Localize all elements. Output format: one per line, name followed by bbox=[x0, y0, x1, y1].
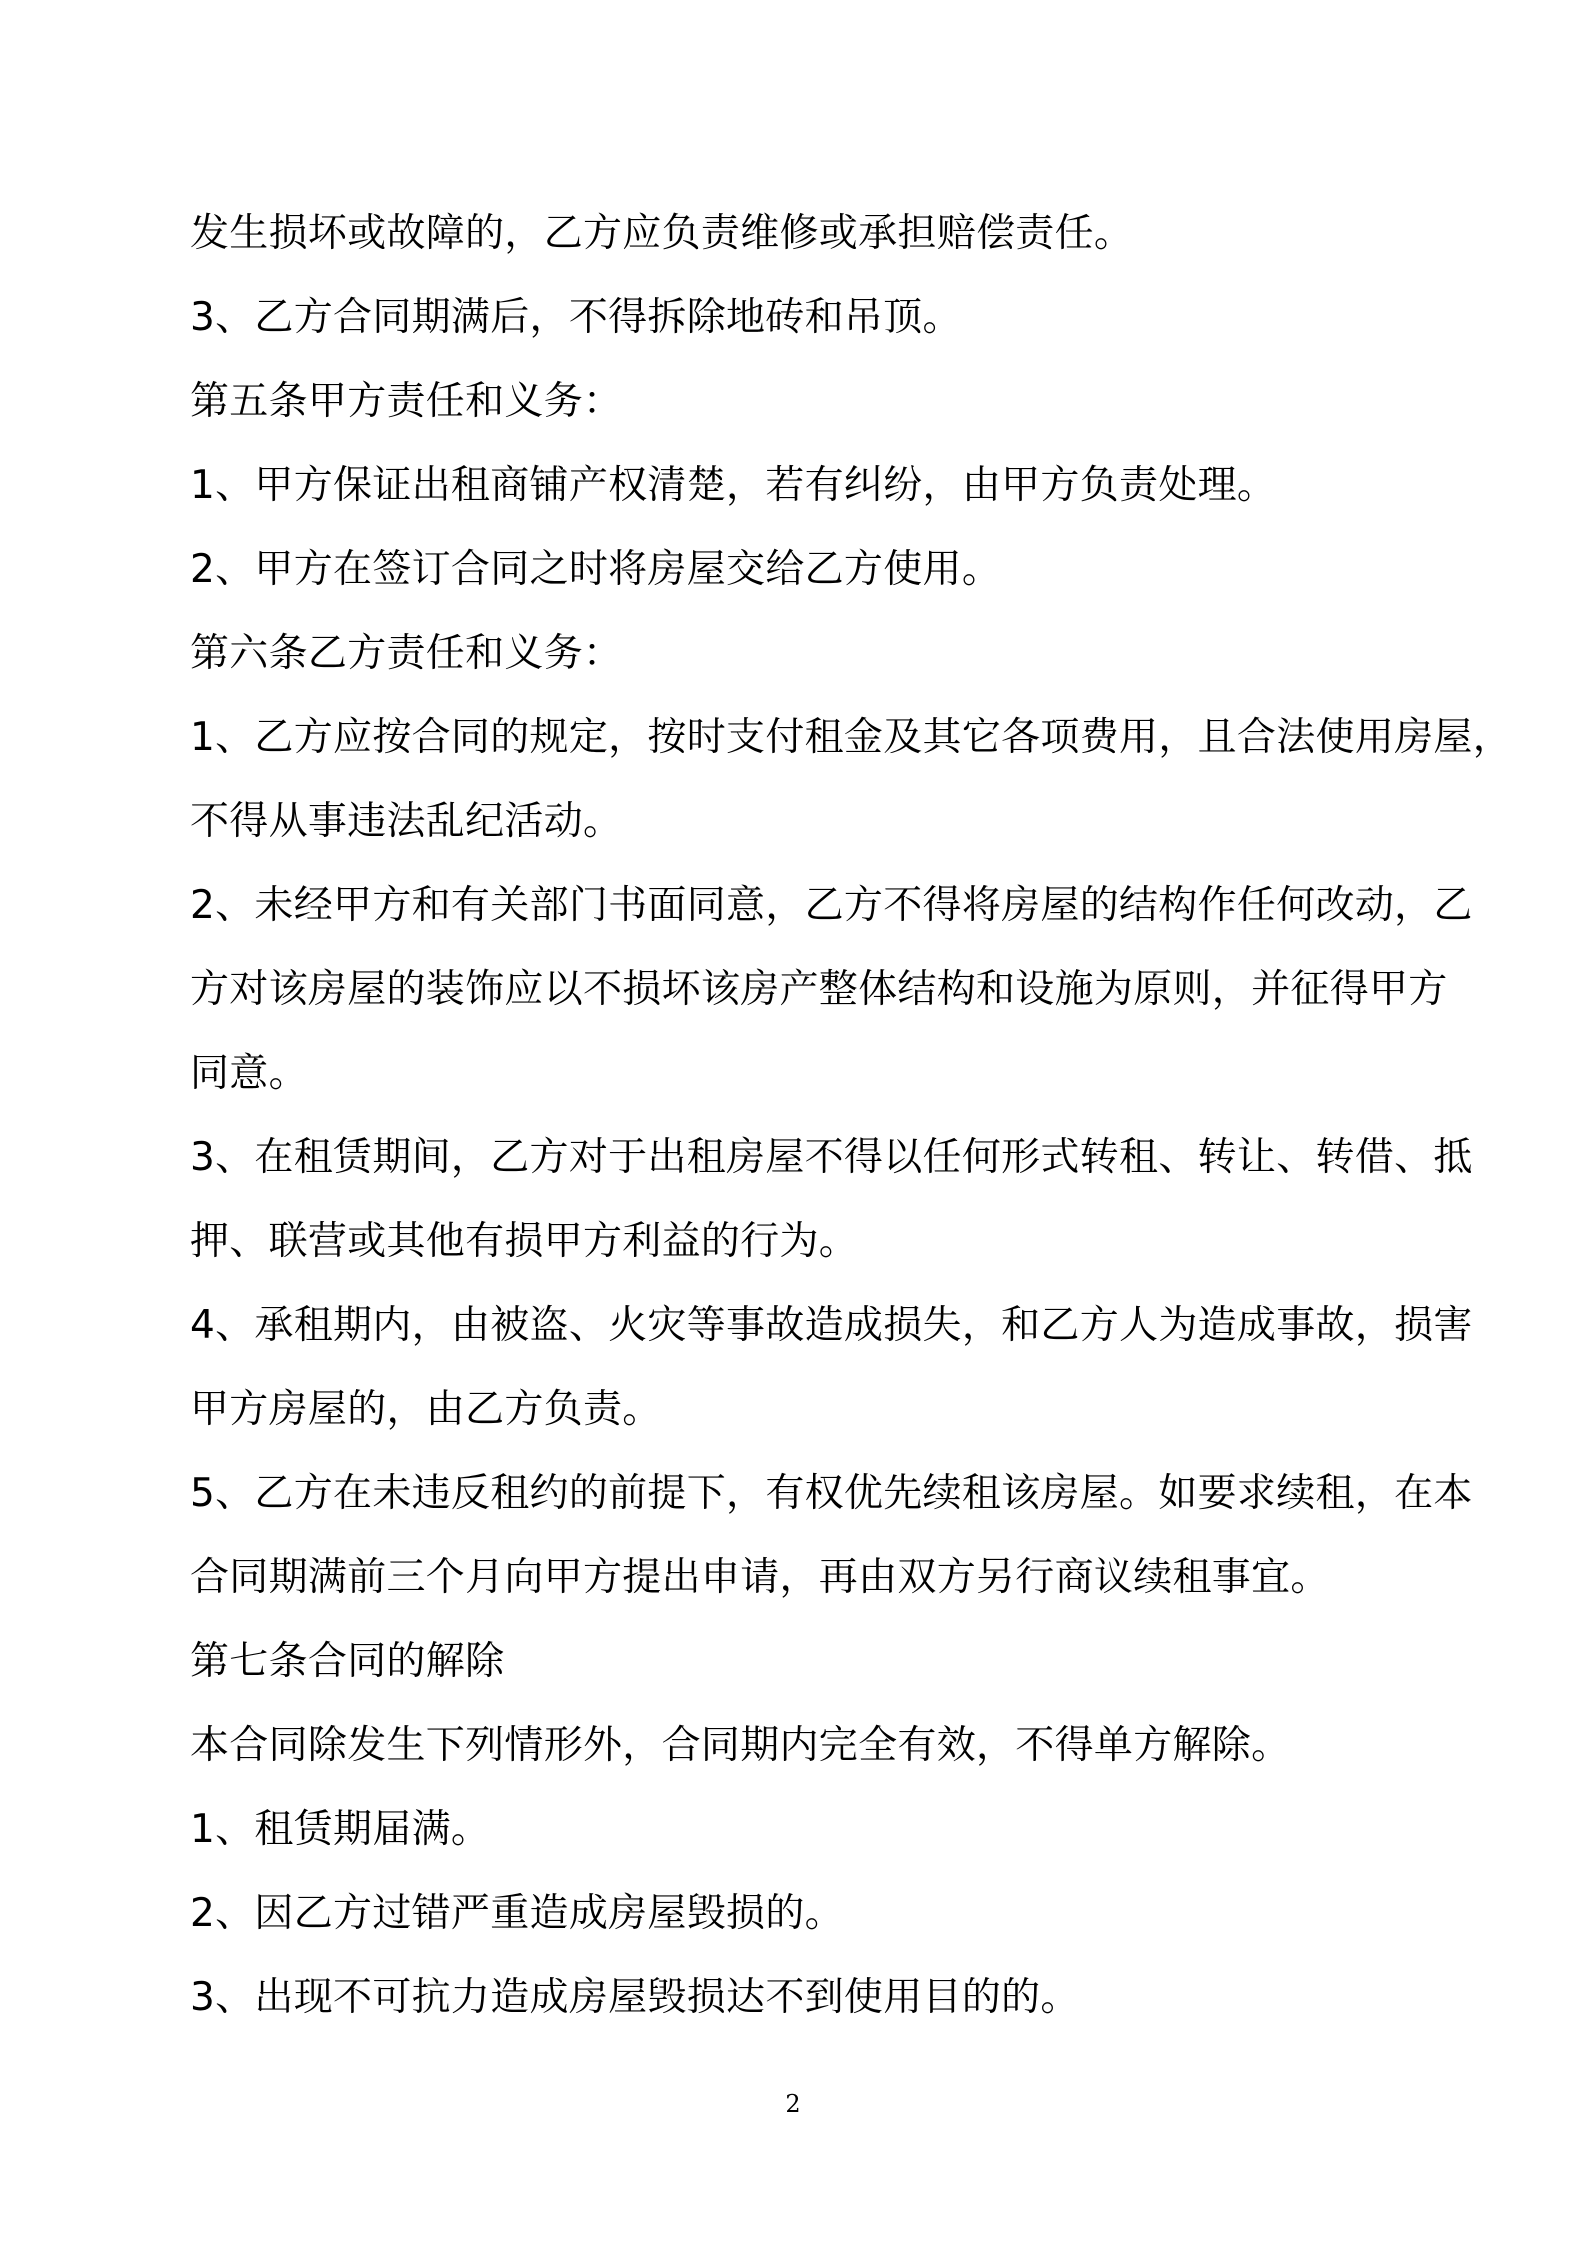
text-line: 合同期满前三个月向甲方提出申请，再由双方另行商议续租事宜。 bbox=[190, 1555, 1330, 1600]
text-line: 5、乙方在未违反租约的前提下，有权优先续租该房屋。如要求续租，在本 bbox=[190, 1471, 1473, 1516]
text-line: 4、承租期内，由被盗、火灾等事故造成损失，和乙方人为造成事故，损害 bbox=[190, 1303, 1473, 1348]
section-heading: 第五条甲方责任和义务： bbox=[190, 379, 623, 424]
text-line: 2、因乙方过错严重造成房屋毁损的。 bbox=[190, 1891, 844, 1936]
text-line: 3、乙方合同期满后，不得拆除地砖和吊顶。 bbox=[190, 295, 962, 340]
text-line: 方对该房屋的装饰应以不损坏该房产整体结构和设施为原则，并征得甲方 bbox=[190, 967, 1448, 1012]
text-line: 3、出现不可抗力造成房屋毁损达不到使用目的的。 bbox=[190, 1975, 1080, 2020]
document-body bbox=[190, 192, 1513, 2040]
text-line: 3、在租赁期间，乙方对于出租房屋不得以任何形式转租、转让、转借、抵 bbox=[190, 1135, 1473, 1180]
text-line: 2、未经甲方和有关部门书面同意，乙方不得将房屋的结构作任何改动，乙 bbox=[190, 883, 1473, 928]
section-heading: 第六条乙方责任和义务： bbox=[190, 631, 623, 676]
text-line: 同意。 bbox=[190, 1051, 308, 1096]
text-line: 1、租赁期届满。 bbox=[190, 1807, 491, 1852]
text-line: 2、甲方在签订合同之时将房屋交给乙方使用。 bbox=[190, 547, 1002, 592]
text-line: 1、甲方保证出租商铺产权清楚，若有纠纷，由甲方负责处理。 bbox=[190, 463, 1277, 508]
text-line: 押、联营或其他有损甲方利益的行为。 bbox=[190, 1219, 859, 1264]
text-line: 1、乙方应按合同的规定，按时支付租金及其它各项费用，且合法使用房屋， bbox=[190, 715, 1513, 760]
page-number: 2 bbox=[785, 2090, 801, 2118]
text-line: 不得从事违法乱纪活动。 bbox=[190, 799, 623, 844]
text-line: 甲方房屋的，由乙方负责。 bbox=[190, 1387, 662, 1432]
section-heading: 第七条合同的解除 bbox=[190, 1639, 505, 1684]
text-line: 本合同除发生下列情形外，合同期内完全有效，不得单方解除。 bbox=[190, 1723, 1291, 1768]
text-line: 发生损坏或故障的，乙方应负责维修或承担赔偿责任。 bbox=[190, 211, 1134, 256]
